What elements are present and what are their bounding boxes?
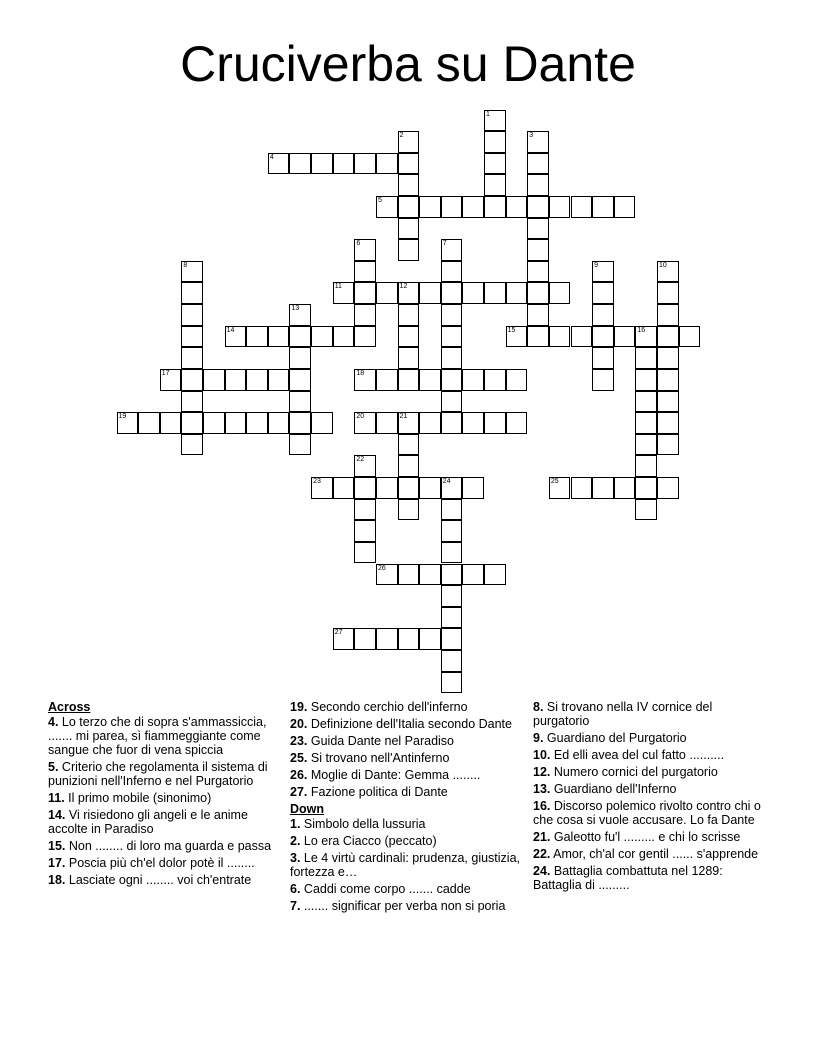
clue-item-number: 13. bbox=[533, 782, 551, 796]
grid-cell[interactable] bbox=[398, 174, 420, 196]
clue-number: 2 bbox=[399, 132, 404, 140]
clue-item-number: 26. bbox=[290, 768, 308, 782]
grid-cell[interactable] bbox=[441, 542, 463, 564]
clue-item-number: 9. bbox=[533, 731, 544, 745]
clue-item-number: 1. bbox=[290, 817, 301, 831]
clue-item bbox=[290, 751, 522, 765]
grid-cell[interactable] bbox=[398, 282, 420, 304]
grid-cell[interactable] bbox=[506, 326, 528, 348]
clue-number: 21 bbox=[399, 413, 408, 421]
grid-cell[interactable] bbox=[462, 196, 484, 218]
grid-cell[interactable] bbox=[225, 369, 247, 391]
grid-cell[interactable] bbox=[441, 477, 463, 499]
clue-item bbox=[48, 791, 280, 805]
clue-item bbox=[290, 834, 522, 848]
clue-item bbox=[290, 817, 522, 831]
grid-cell[interactable] bbox=[398, 304, 420, 326]
grid-cell[interactable] bbox=[311, 326, 333, 348]
clue-number: 3 bbox=[529, 132, 534, 140]
clue-number: 19 bbox=[118, 413, 127, 421]
clue-item bbox=[290, 899, 522, 913]
grid-cell[interactable] bbox=[527, 239, 549, 261]
grid-cell[interactable] bbox=[376, 564, 398, 586]
clue-item bbox=[290, 882, 522, 896]
grid-cell[interactable] bbox=[419, 628, 441, 650]
grid-cell[interactable] bbox=[398, 131, 420, 153]
grid-cell[interactable] bbox=[635, 391, 657, 413]
grid-cell[interactable] bbox=[160, 369, 182, 391]
grid-cell[interactable] bbox=[441, 282, 463, 304]
grid-cell[interactable] bbox=[571, 196, 593, 218]
grid-cell[interactable] bbox=[398, 499, 420, 521]
grid-cell[interactable] bbox=[246, 326, 268, 348]
clue-number: 4 bbox=[269, 153, 274, 161]
clue-column-1 bbox=[48, 700, 280, 890]
grid-cell[interactable] bbox=[484, 110, 506, 132]
grid-cell[interactable] bbox=[333, 628, 355, 650]
grid-cell[interactable] bbox=[181, 261, 203, 283]
grid-cell[interactable] bbox=[354, 261, 376, 283]
clue-item-number: 8. bbox=[533, 700, 544, 714]
grid-cell[interactable] bbox=[441, 261, 463, 283]
grid-cell[interactable] bbox=[354, 282, 376, 304]
grid-cell[interactable] bbox=[441, 585, 463, 607]
grid-cell[interactable] bbox=[462, 369, 484, 391]
clue-item bbox=[533, 799, 765, 827]
clue-item-text: Il primo mobile (sinonimo) bbox=[64, 791, 212, 805]
grid-cell[interactable] bbox=[657, 412, 679, 434]
grid-cell[interactable] bbox=[419, 282, 441, 304]
grid-cell[interactable] bbox=[657, 369, 679, 391]
clue-item-text: Guardiano dell'Inferno bbox=[550, 782, 677, 796]
clue-item bbox=[290, 734, 522, 748]
grid-cell[interactable] bbox=[181, 326, 203, 348]
clue-item bbox=[533, 847, 765, 861]
clue-item-text: Si trovano nella IV cornice del purgatorio bbox=[533, 700, 713, 728]
clue-item-text: Vi risiedono gli angeli e le anime accolte in Paradiso bbox=[48, 808, 248, 836]
clue-number: 1 bbox=[486, 110, 490, 118]
clue-item bbox=[48, 873, 280, 887]
grid-cell[interactable] bbox=[181, 391, 203, 413]
grid-cell[interactable] bbox=[462, 412, 484, 434]
grid-cell[interactable] bbox=[398, 477, 420, 499]
grid-cell[interactable] bbox=[246, 412, 268, 434]
grid-cell[interactable] bbox=[354, 499, 376, 521]
grid-cell[interactable] bbox=[398, 455, 420, 477]
clue-item-text: Moglie di Dante: Gemma ........ bbox=[307, 768, 481, 782]
clue-item-text: ....... significar per verba non si poria bbox=[300, 899, 506, 913]
grid-cell[interactable] bbox=[376, 412, 398, 434]
grid-cell[interactable] bbox=[289, 369, 311, 391]
grid-cell[interactable] bbox=[506, 196, 528, 218]
grid-cell[interactable] bbox=[441, 650, 463, 672]
grid-cell[interactable] bbox=[635, 347, 657, 369]
grid-cell[interactable] bbox=[333, 282, 355, 304]
grid-cell[interactable] bbox=[354, 153, 376, 175]
clue-number: 9 bbox=[594, 261, 599, 269]
grid-cell[interactable] bbox=[268, 153, 290, 175]
grid-cell[interactable] bbox=[527, 304, 549, 326]
clue-item-text: Criterio che regolamenta il sistema di punizioni nell'Inferno e nel Purgatorio bbox=[48, 760, 268, 788]
clue-item bbox=[290, 851, 522, 879]
grid-cell[interactable] bbox=[419, 477, 441, 499]
grid-cell[interactable] bbox=[398, 628, 420, 650]
clue-column-2 bbox=[290, 700, 522, 916]
clue-number: 18 bbox=[356, 369, 365, 377]
clue-number: 22 bbox=[356, 456, 365, 464]
clue-item-number: 11. bbox=[48, 791, 65, 805]
clue-number: 14 bbox=[226, 326, 235, 334]
clue-item-text: Definizione dell'Italia secondo Dante bbox=[307, 717, 512, 731]
grid-cell[interactable] bbox=[289, 326, 311, 348]
clue-item-number: 5. bbox=[48, 760, 59, 774]
grid-cell[interactable] bbox=[527, 174, 549, 196]
clue-item bbox=[533, 748, 765, 762]
clue-number: 10 bbox=[659, 261, 667, 269]
grid-cell[interactable] bbox=[181, 412, 203, 434]
clue-item bbox=[48, 808, 280, 836]
clue-item-text: Poscia più ch'el dolor potè il ........ bbox=[65, 856, 255, 870]
clue-number: 17 bbox=[161, 369, 170, 377]
grid-cell[interactable] bbox=[354, 542, 376, 564]
grid-cell[interactable] bbox=[268, 412, 290, 434]
clue-item-text: Discorso polemico rivolto contro chi o che cosa si vuole accusare. Lo fa Dante bbox=[533, 799, 761, 827]
grid-cell[interactable] bbox=[160, 412, 182, 434]
grid-cell[interactable] bbox=[635, 499, 657, 521]
grid-cell[interactable] bbox=[311, 477, 333, 499]
clue-item bbox=[48, 715, 280, 757]
clue-number: 13 bbox=[291, 305, 300, 313]
grid-cell[interactable] bbox=[592, 347, 614, 369]
grid-cell[interactable] bbox=[527, 218, 549, 240]
grid-cell[interactable] bbox=[679, 326, 701, 348]
clue-item-text: Amor, ch'al cor gentil ...... s'apprende bbox=[550, 847, 759, 861]
grid-cell[interactable] bbox=[398, 218, 420, 240]
grid-cell[interactable] bbox=[398, 434, 420, 456]
grid-cell[interactable] bbox=[289, 153, 311, 175]
grid-cell[interactable] bbox=[354, 455, 376, 477]
clue-column-3 bbox=[533, 700, 765, 895]
grid-cell[interactable] bbox=[354, 369, 376, 391]
grid-cell[interactable] bbox=[311, 153, 333, 175]
grid-cell[interactable] bbox=[311, 412, 333, 434]
clue-item bbox=[290, 768, 522, 782]
grid-cell[interactable] bbox=[527, 282, 549, 304]
grid-cell[interactable] bbox=[635, 412, 657, 434]
grid-cell[interactable] bbox=[203, 369, 225, 391]
grid-cell[interactable] bbox=[614, 326, 636, 348]
grid-cell[interactable] bbox=[181, 282, 203, 304]
grid-cell[interactable] bbox=[571, 326, 593, 348]
grid-cell[interactable] bbox=[635, 369, 657, 391]
grid-cell[interactable] bbox=[527, 326, 549, 348]
grid-cell[interactable] bbox=[484, 564, 506, 586]
clue-item bbox=[290, 717, 522, 731]
clue-number: 15 bbox=[507, 326, 516, 334]
grid-cell[interactable] bbox=[657, 434, 679, 456]
grid-cell[interactable] bbox=[549, 477, 571, 499]
grid-cell[interactable] bbox=[614, 477, 636, 499]
grid-cell[interactable] bbox=[592, 304, 614, 326]
grid-cell[interactable] bbox=[246, 369, 268, 391]
grid-cell[interactable] bbox=[333, 153, 355, 175]
clue-item-number: 27. bbox=[290, 785, 308, 799]
grid-cell[interactable] bbox=[225, 412, 247, 434]
grid-cell[interactable] bbox=[354, 304, 376, 326]
grid-cell[interactable] bbox=[376, 282, 398, 304]
grid-cell[interactable] bbox=[441, 564, 463, 586]
clue-number: 24 bbox=[442, 478, 451, 486]
grid-cell[interactable] bbox=[181, 434, 203, 456]
grid-cell[interactable] bbox=[441, 347, 463, 369]
grid-cell[interactable] bbox=[484, 196, 506, 218]
clue-number: 23 bbox=[313, 478, 321, 486]
grid-cell[interactable] bbox=[354, 477, 376, 499]
grid-cell[interactable] bbox=[398, 564, 420, 586]
grid-cell[interactable] bbox=[484, 282, 506, 304]
grid-cell[interactable] bbox=[635, 477, 657, 499]
clue-item-number: 14. bbox=[48, 808, 66, 822]
down-header: Down bbox=[290, 802, 325, 816]
clue-item-number: 7. bbox=[290, 899, 301, 913]
grid-cell[interactable] bbox=[419, 369, 441, 391]
grid-cell[interactable] bbox=[333, 326, 355, 348]
clue-item-number: 22. bbox=[533, 847, 551, 861]
clue-item-number: 6. bbox=[290, 882, 301, 896]
grid-cell[interactable] bbox=[354, 412, 376, 434]
grid-cell[interactable] bbox=[354, 628, 376, 650]
clue-number: 11 bbox=[334, 283, 342, 291]
grid-cell[interactable] bbox=[441, 391, 463, 413]
grid-cell[interactable] bbox=[354, 239, 376, 261]
grid-cell[interactable] bbox=[506, 412, 528, 434]
grid-cell[interactable] bbox=[376, 369, 398, 391]
grid-cell[interactable] bbox=[484, 369, 506, 391]
clue-item-text: Ed elli avea del cul fatto .......... bbox=[550, 748, 725, 762]
clue-item-number: 19. bbox=[290, 700, 308, 714]
grid-cell[interactable] bbox=[441, 369, 463, 391]
page-title: Cruciverba su Dante bbox=[180, 36, 636, 92]
grid-cell[interactable] bbox=[376, 628, 398, 650]
grid-cell[interactable] bbox=[657, 261, 679, 283]
grid-cell[interactable] bbox=[506, 369, 528, 391]
grid-cell[interactable] bbox=[376, 477, 398, 499]
clue-item-text: Battaglia combattuta nel 1289: Battaglia di ......... bbox=[533, 864, 723, 892]
grid-cell[interactable] bbox=[289, 434, 311, 456]
grid-cell[interactable] bbox=[289, 304, 311, 326]
clue-item bbox=[290, 700, 522, 714]
grid-cell[interactable] bbox=[462, 564, 484, 586]
grid-cell[interactable] bbox=[181, 347, 203, 369]
grid-cell[interactable] bbox=[441, 607, 463, 629]
grid-cell[interactable] bbox=[289, 347, 311, 369]
grid-cell[interactable] bbox=[484, 174, 506, 196]
grid-cell[interactable] bbox=[354, 520, 376, 542]
clue-number: 20 bbox=[356, 413, 365, 421]
clue-item bbox=[48, 839, 280, 853]
grid-cell[interactable] bbox=[657, 326, 679, 348]
clue-item bbox=[533, 731, 765, 745]
clue-item bbox=[533, 830, 765, 844]
grid-cell[interactable] bbox=[484, 153, 506, 175]
clue-item-number: 24. bbox=[533, 864, 551, 878]
clue-item-text: Guida Dante nel Paradiso bbox=[307, 734, 455, 748]
clue-number: 26 bbox=[377, 564, 386, 572]
grid-cell[interactable] bbox=[289, 412, 311, 434]
grid-cell[interactable] bbox=[549, 326, 571, 348]
grid-cell[interactable] bbox=[592, 369, 614, 391]
clue-item-text: Secondo cerchio dell'inferno bbox=[307, 700, 468, 714]
grid-cell[interactable] bbox=[398, 369, 420, 391]
grid-cell[interactable] bbox=[138, 412, 160, 434]
clue-item-number: 10. bbox=[533, 748, 551, 762]
grid-cell[interactable] bbox=[398, 326, 420, 348]
clue-item-text: Simbolo della lussuria bbox=[300, 817, 426, 831]
grid-cell[interactable] bbox=[592, 282, 614, 304]
clue-item-text: Numero cornici del purgatorio bbox=[550, 765, 718, 779]
clue-item bbox=[290, 785, 522, 799]
clue-item bbox=[533, 765, 765, 779]
clue-number: 8 bbox=[183, 261, 188, 269]
grid-cell[interactable] bbox=[398, 412, 420, 434]
grid-cell[interactable] bbox=[592, 477, 614, 499]
grid-cell[interactable] bbox=[268, 326, 290, 348]
clue-item-text: Lo terzo che di sopra s'ammassiccia, ....... mi parea, sì fiammeggiante come sangue che fuor di vena spiccia bbox=[48, 715, 267, 757]
clue-item bbox=[48, 856, 280, 870]
grid-cell[interactable] bbox=[592, 261, 614, 283]
grid-cell[interactable] bbox=[268, 369, 290, 391]
grid-cell[interactable] bbox=[527, 131, 549, 153]
clue-item-text: Lasciate ogni ........ voi ch'entrate bbox=[65, 873, 252, 887]
clue-item-number: 4. bbox=[48, 715, 59, 729]
grid-cell[interactable] bbox=[289, 391, 311, 413]
grid-cell[interactable] bbox=[441, 628, 463, 650]
grid-cell[interactable] bbox=[657, 282, 679, 304]
grid-cell[interactable] bbox=[657, 304, 679, 326]
grid-cell[interactable] bbox=[441, 672, 463, 694]
clue-item bbox=[533, 782, 765, 796]
clue-item-number: 18. bbox=[48, 873, 66, 887]
grid-cell[interactable] bbox=[441, 520, 463, 542]
clue-number: 16 bbox=[637, 326, 646, 334]
grid-cell[interactable] bbox=[441, 326, 463, 348]
grid-cell[interactable] bbox=[441, 304, 463, 326]
grid-cell[interactable] bbox=[635, 455, 657, 477]
grid-cell[interactable] bbox=[203, 412, 225, 434]
clue-number: 6 bbox=[356, 240, 361, 248]
clue-item bbox=[533, 864, 765, 892]
clue-item-number: 21. bbox=[533, 830, 551, 844]
grid-cell[interactable] bbox=[441, 239, 463, 261]
clue-item-number: 15. bbox=[48, 839, 66, 853]
grid-cell[interactable] bbox=[181, 369, 203, 391]
grid-cell[interactable] bbox=[571, 477, 593, 499]
grid-cell[interactable] bbox=[441, 196, 463, 218]
clue-item-number: 16. bbox=[533, 799, 551, 813]
clue-item-text: Non ........ di loro ma guarda e passa bbox=[65, 839, 272, 853]
clue-item-text: Fazione politica di Dante bbox=[307, 785, 448, 799]
grid-cell[interactable] bbox=[398, 196, 420, 218]
clue-item-text: Si trovano nell'Antinferno bbox=[307, 751, 450, 765]
clue-number: 7 bbox=[442, 240, 447, 248]
grid-cell[interactable] bbox=[592, 326, 614, 348]
clue-item-number: 2. bbox=[290, 834, 301, 848]
grid-cell[interactable] bbox=[506, 282, 528, 304]
clue-item-text: Galeotto fu'l ......... e chi lo scrisse bbox=[550, 830, 741, 844]
clue-item-number: 12. bbox=[533, 765, 551, 779]
grid-cell[interactable] bbox=[549, 196, 571, 218]
grid-cell[interactable] bbox=[657, 391, 679, 413]
grid-cell[interactable] bbox=[419, 564, 441, 586]
clue-number: 5 bbox=[377, 196, 382, 204]
grid-cell[interactable] bbox=[484, 131, 506, 153]
grid-cell[interactable] bbox=[225, 326, 247, 348]
across-header: Across bbox=[48, 700, 91, 714]
clue-number: 12 bbox=[399, 283, 408, 291]
grid-cell[interactable] bbox=[333, 477, 355, 499]
grid-cell[interactable] bbox=[527, 261, 549, 283]
grid-cell[interactable] bbox=[441, 499, 463, 521]
grid-cell[interactable] bbox=[398, 153, 420, 175]
grid-cell[interactable] bbox=[398, 347, 420, 369]
grid-cell[interactable] bbox=[484, 412, 506, 434]
grid-cell[interactable] bbox=[376, 153, 398, 175]
grid-cell[interactable] bbox=[614, 196, 636, 218]
grid-cell[interactable] bbox=[462, 282, 484, 304]
clue-number: 27 bbox=[334, 629, 343, 637]
grid-cell[interactable] bbox=[181, 304, 203, 326]
grid-cell[interactable] bbox=[462, 477, 484, 499]
grid-cell[interactable] bbox=[117, 412, 139, 434]
grid-cell[interactable] bbox=[635, 434, 657, 456]
grid-cell[interactable] bbox=[398, 239, 420, 261]
grid-cell[interactable] bbox=[592, 196, 614, 218]
clue-item-number: 17. bbox=[48, 856, 66, 870]
grid-cell[interactable] bbox=[657, 347, 679, 369]
clue-item bbox=[48, 760, 280, 788]
grid-cell[interactable] bbox=[635, 326, 657, 348]
grid-cell[interactable] bbox=[527, 196, 549, 218]
grid-cell[interactable] bbox=[527, 153, 549, 175]
clue-number: 25 bbox=[550, 478, 559, 486]
grid-cell[interactable] bbox=[419, 412, 441, 434]
clue-item-number: 25. bbox=[290, 751, 308, 765]
clue-item-number: 23. bbox=[290, 734, 308, 748]
clue-item-number: 20. bbox=[290, 717, 308, 731]
grid-cell[interactable] bbox=[549, 282, 571, 304]
grid-cell[interactable] bbox=[376, 196, 398, 218]
clue-item-text: Guardiano del Purgatorio bbox=[543, 731, 687, 745]
clue-item bbox=[533, 700, 765, 728]
grid-cell[interactable] bbox=[419, 196, 441, 218]
clue-item-text: Caddi come corpo ....... cadde bbox=[300, 882, 471, 896]
clue-item-number: 3. bbox=[290, 851, 301, 865]
grid-cell[interactable] bbox=[657, 477, 679, 499]
clue-item-text: Lo era Ciacco (peccato) bbox=[300, 834, 437, 848]
grid-cell[interactable] bbox=[354, 326, 376, 348]
grid-cell[interactable] bbox=[441, 412, 463, 434]
clue-item-text: Le 4 virtù cardinali: prudenza, giustizia, fortezza e… bbox=[290, 851, 520, 879]
